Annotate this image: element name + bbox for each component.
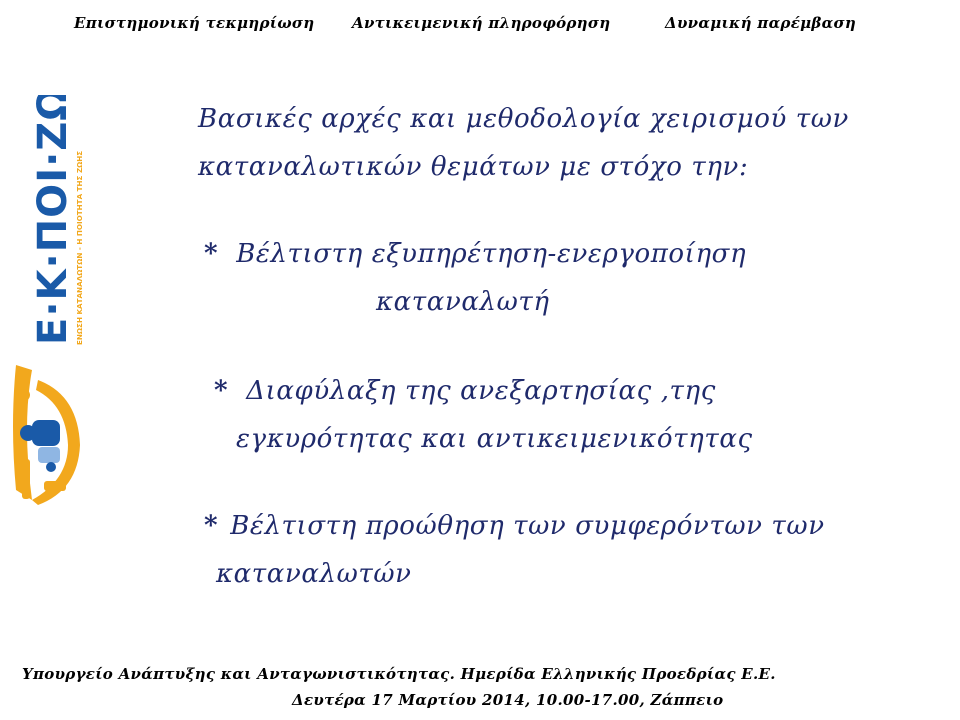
bullet-2-line2: εγκυρότητας και αντικειμενικότητας [236, 424, 753, 454]
svg-text:Ε·Κ·ΠΟΙ·ΖΩ: Ε·Κ·ΠΟΙ·ΖΩ [30, 95, 76, 345]
ekpoizo-logo-graphic [8, 95, 88, 515]
bullet-2 [214, 376, 716, 406]
intro-line-2: καταναλωτικών θεμάτων με στόχο την: [198, 152, 749, 182]
intro-line-1: Βασικές αρχές και μεθοδολογία χειρισμού των [198, 104, 849, 134]
bullet-2-line1: Διαφύλαξη της ανεξαρτησίας ,της [246, 376, 716, 406]
header-taglines [0, 14, 960, 38]
bullet-1-marker: * [204, 239, 219, 269]
bullet-1-line1: Βέλτιστη εξυπηρέτηση-ενεργοποίηση [236, 239, 747, 269]
footer-line-2: Δευτέρα 17 Μαρτίου 2014, 10.00-17.00, Ζάππειο [292, 691, 724, 709]
svg-text:ΕΝΩΣΗ ΚΑΤΑΝΑΛΩΤΩΝ - Η ΠΟΙΟΤΗΤΑ: ΕΝΩΣΗ ΚΑΤΑΝΑΛΩΤΩΝ - Η ΠΟΙΟΤΗΤΑ ΤΗΣ ΖΩΗΣ [75, 150, 84, 345]
footer-line-1: Υπουργείο Ανάπτυξης και Ανταγωνιστικότητας. Ημερίδα Ελληνικής Προεδρίας Ε.Ε. [22, 665, 776, 683]
bullet-1-line2: καταναλωτή [376, 287, 550, 317]
bullet-3-line2: καταναλωτών [216, 559, 412, 589]
bullet-3-line1: Βέλτιστη προώθηση των συμφερόντων των [230, 511, 825, 541]
tagline-scientific: Επιστημονική τεκμηρίωση [74, 14, 315, 32]
tagline-dynamic: Δυναμική παρέμβαση [665, 14, 857, 32]
tagline-objective: Αντικειμενική πληροφόρηση [352, 14, 611, 32]
bullet-2-marker: * [214, 376, 229, 406]
bullet-3-marker: * [204, 511, 219, 541]
ekpoizo-logo [8, 95, 88, 515]
bullet-3 [204, 511, 825, 541]
bullet-1 [204, 239, 746, 269]
